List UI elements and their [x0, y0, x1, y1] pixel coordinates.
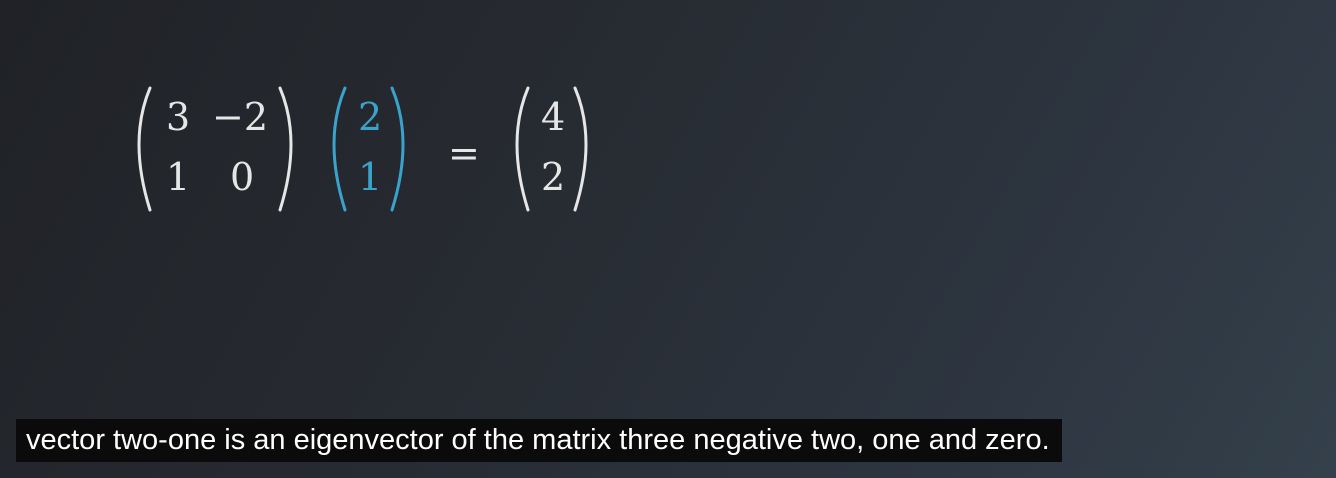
- equation-svg: [130, 78, 610, 228]
- matrix-entry-r1c2: −2: [212, 95, 269, 139]
- matrix-equation: [130, 78, 610, 228]
- result-entry-r1: 4: [541, 95, 566, 139]
- matrix-entry-r2c2: 0: [230, 155, 255, 199]
- result-left-paren: [517, 88, 528, 210]
- vector-left-paren: [334, 88, 345, 210]
- vector-entry-r1: 2: [358, 95, 383, 139]
- matrix-right-paren: [280, 88, 291, 210]
- matrix-entry-r1c1: 3: [166, 95, 191, 139]
- vector-entry-r2: 1: [358, 155, 383, 199]
- result-entry-r2: 2: [541, 155, 566, 199]
- caption-box: [16, 419, 1062, 462]
- matrix-entry-r2c1: 1: [166, 155, 191, 199]
- equals-sign: =: [448, 131, 480, 175]
- vector-right-paren: [392, 88, 403, 210]
- result-right-paren: [575, 88, 586, 210]
- matrix-left-paren: [139, 88, 150, 210]
- caption-text: vector two-one is an eigenvector of the matrix three negative two, one and zero.: [26, 424, 1050, 456]
